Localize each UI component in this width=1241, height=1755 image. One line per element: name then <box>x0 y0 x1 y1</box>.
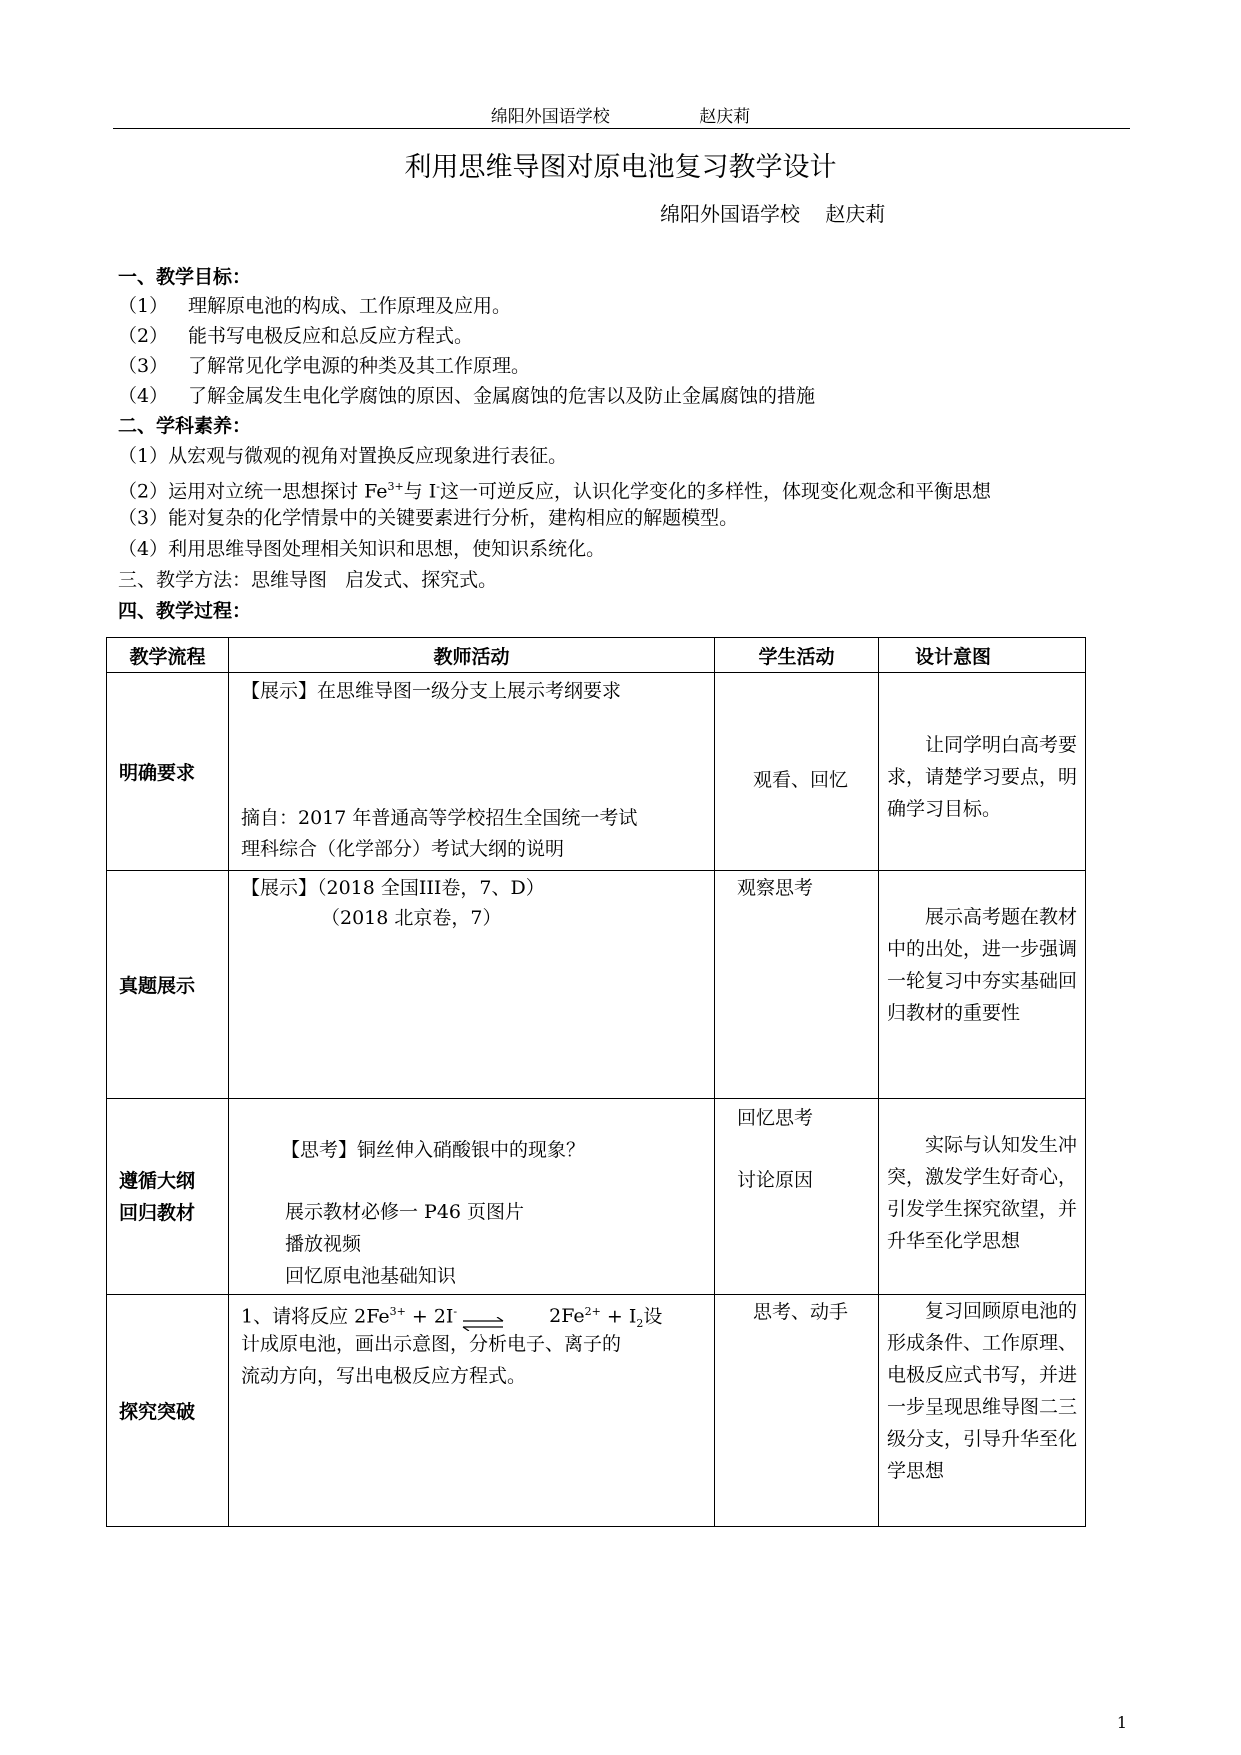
objective-item: （2） 能书写电极反应和总反应方程式。 <box>118 325 474 347</box>
literacy-item: （1）从宏观与微观的视角对置换反应现象进行表征。 <box>118 445 568 467</box>
stage-cell: 遵循大纲 回归教材 <box>107 1099 229 1295</box>
col-header: 学生活动 <box>715 638 879 673</box>
table-row <box>107 673 1086 871</box>
byline: 绵阳外国语学校 赵庆莉 <box>660 202 886 226</box>
col-header: 教学流程 <box>107 638 229 673</box>
methods-line: 三、教学方法：思维导图 启发式、探究式。 <box>118 569 498 591</box>
teacher-cell: 【展示】在思维导图一级分支上展示考纲要求 摘自：2017 年普通高等学校招生全国统一考试 理科综合（化学部分）考试大纲的说明 <box>229 673 715 871</box>
intent-cell: 实际与认知发生冲突，激发学生好奇心，引发学生探究欲望，并升华至化学思想 <box>879 1099 1086 1295</box>
table-row <box>107 871 1086 1099</box>
col-header: 教师活动 <box>229 638 715 673</box>
page-number: 1 <box>1116 1713 1127 1732</box>
objectives-heading: 一、教学目标： <box>118 266 252 288</box>
process-heading: 四、教学过程： <box>118 600 252 622</box>
teacher-cell: 1、请将反应 $2Fe^{3+} + 2I^-$ $2Fe^{2+} + I_2$设 计成原电池，画出示意图，分析电子、离子的 流动方向，写出电极反应方程式。 <box>229 1295 715 1527</box>
document-title: 利用思维导图对原电池复习教学设计 <box>404 152 837 183</box>
process-table <box>106 637 1086 1527</box>
intent-cell: 让同学明白高考要求，请楚学习要点，明确学习目标。 <box>879 673 1086 871</box>
reaction-equation: 1、请将反应 $2Fe^{3+} + 2I^-$ $2Fe^{2+} + I_2$设 <box>241 1305 663 1331</box>
student-cell: 思考、动手 <box>715 1295 879 1527</box>
stage-cell: 真题展示 <box>107 871 229 1099</box>
student-cell: 观察思考 <box>715 871 879 1099</box>
table-row <box>107 1099 1086 1295</box>
stage-cell: 探究突破 <box>107 1295 229 1527</box>
table-row <box>107 1295 1086 1527</box>
header-rule <box>113 128 1130 129</box>
literacy-heading: 二、学科素养： <box>118 415 252 437</box>
student-cell: 回忆思考 讨论原因 <box>715 1099 879 1295</box>
running-head <box>0 102 1241 127</box>
col-header: 设计意图 <box>879 638 1086 673</box>
literacy-item: （2）运用对立统一思想探讨 $Fe^{3+}$与 I-这一可逆反应，认识化学变化的多样性，体现变化观念和平衡思想 <box>118 480 992 503</box>
literacy-item: （4）利用思维导图处理相关知识和思想，使知识系统化。 <box>118 538 606 560</box>
intent-cell: 复习回顾原电池的形成条件、工作原理、电极反应式书写，并进一步呈现思维导图二三级分支，引导升华至化学思想 <box>879 1295 1086 1527</box>
running-head-school: 绵阳外国语学校 <box>490 107 610 127</box>
teacher-cell: 【展示】（2018 全国III卷，7、D） （2018 北京卷，7） <box>229 871 715 1099</box>
intent-cell: 展示高考题在教材中的出处，进一步强调一轮复习中夯实基础回归教材的重要性 <box>879 871 1086 1099</box>
table-header-row <box>107 638 1086 673</box>
objective-item: （1） 理解原电池的构成、工作原理及应用。 <box>118 295 512 317</box>
literacy-item: （3）能对复杂的化学情景中的关键要素进行分析，建构相应的解题模型。 <box>118 507 739 529</box>
objective-item: （3） 了解常见化学电源的种类及其工作原理。 <box>118 355 531 377</box>
objective-item: （4） 了解金属发生电化学腐蚀的原因、金属腐蚀的危害以及防止金属腐蚀的措施 <box>118 385 816 407</box>
running-head-author: 赵庆莉 <box>699 107 751 127</box>
teacher-cell: 【思考】铜丝伸入硝酸银中的现象？ 展示教材必修一 P46 页图片 播放视频 回忆原电池基础知识 <box>229 1099 715 1295</box>
student-cell: 观看、回忆 <box>715 673 879 871</box>
equilibrium-arrow-icon <box>461 1310 505 1324</box>
stage-cell: 明确要求 <box>107 673 229 871</box>
